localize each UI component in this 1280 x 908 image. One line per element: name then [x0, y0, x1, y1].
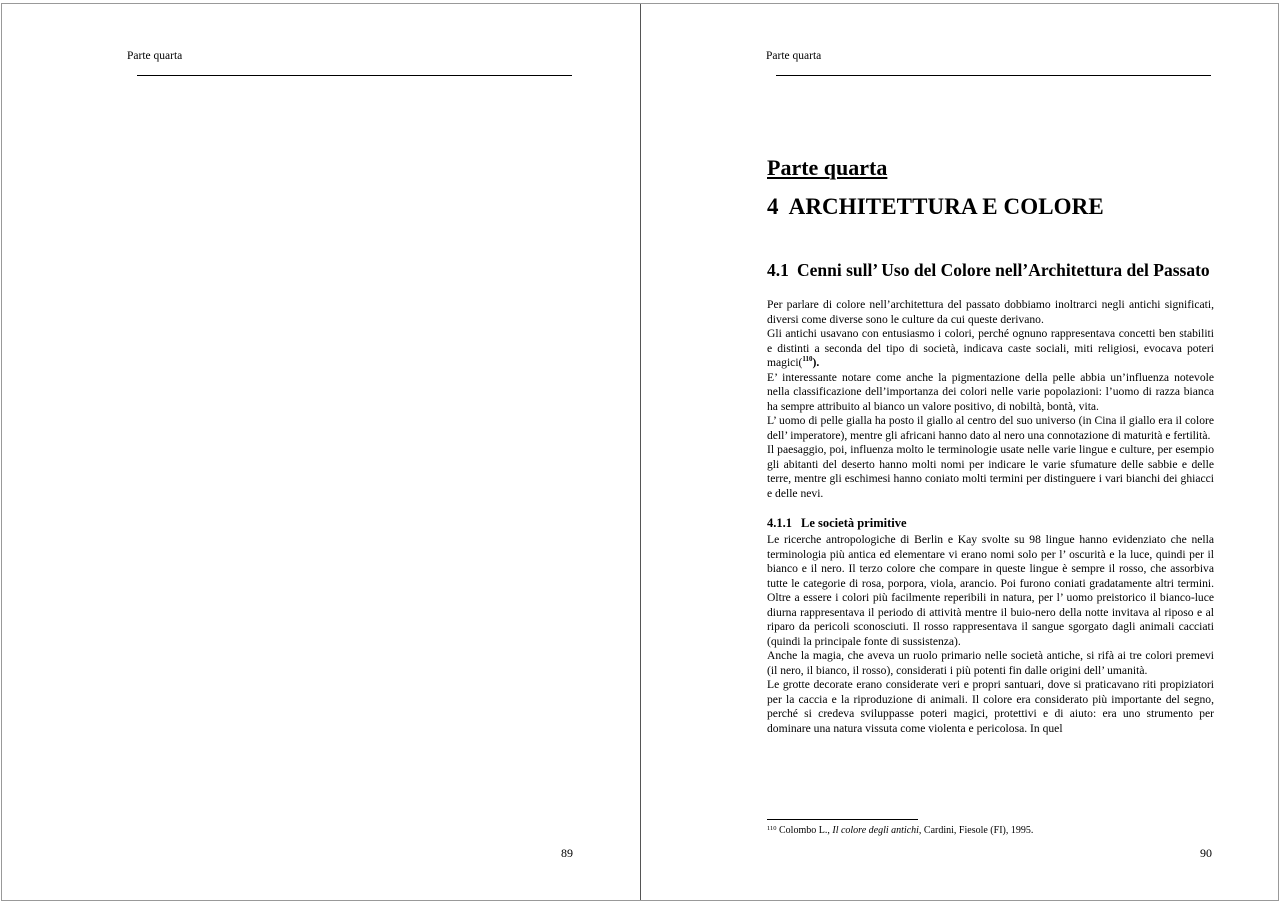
chapter-title [767, 192, 1214, 222]
footnote-author: Colombo L., [779, 825, 833, 836]
chapter-title-text: ARCHITETTURA E COLORE [788, 194, 1104, 219]
right-page [641, 4, 1279, 900]
footnote [767, 825, 1033, 836]
footnote-number: 110 [767, 825, 777, 832]
footnote-rule [767, 819, 918, 820]
left-page [2, 4, 641, 900]
running-head: Parte quarta [127, 50, 183, 62]
paragraph: Le ricerche antropologiche di Berlin e Kay svolte su 98 lingue hanno evidenziato che nella terminologia più antica ed elementare vi erano nomi solo per l’ oscurità e la luce, quindi per il bianco e il nero. Il terzo colore che compare in queste lingue è sempre il rosso, che assorbiva tutte le categorie di rosa, porpora, viola, arancio. Poi furono coniati gradatamente altri termini. Oltre a essere i colori più facilmente reperibili in natura, per l’ uomo preistorico il bianco-luce diurna rappresentava il periodo di attività mentre il buio-nero della notte invitava al riposo e al riparo da pericoli sconosciuti. Il rosso rappresentava il sangue sgorgato dagli animali cacciati (quindi la principale fonte di sussistenza). [767, 533, 1214, 648]
page-content [767, 154, 1214, 736]
paragraph [767, 327, 1214, 371]
section-title [767, 259, 1214, 281]
book-spread [1, 3, 1279, 901]
paragraph: L’ uomo di pelle gialla ha posto il giallo al centro del suo universo (in Cina il giallo era il colore dell’ imperatore), mentre gli africani hanno dato al nero una connotazione di maturità e fertilità. [767, 414, 1214, 442]
paragraph-text: Gli antichi usavano con entusiasmo i colori, perché ognuno rappresentava concetti ben stabiliti e distinti a seconda del tipo di società, indicava caste sociali, miti religiosi, evocava poteri magici( [767, 327, 1214, 369]
paragraph: E’ interessante notare come anche la pigmentazione della pelle abbia un’influenza notevole nella classificazione dell’importanza dei colori nelle varie popolazioni: l’uomo di razza bianca ha sempre attribuito al bianco un valore positivo, di nobiltà, bontà, vita. [767, 370, 1214, 413]
chapter-number: 4 [767, 194, 779, 219]
footnote-ref-close: ). [812, 356, 820, 369]
paragraph: Le grotte decorate erano considerate veri e propri santuari, dove si praticavano riti propiziatori per la caccia e la riproduzione di animali. Il colore era considerato più importante del segno, perché si credeva sviluppasse poteri magici, protettivi e di aiuto: era uno strumento per dominare una natura vissuta come violenta e pericolosa. In quel [767, 678, 1214, 735]
running-head: Parte quarta [766, 50, 822, 62]
footnote-publication: , Cardini, Fiesole (FI), 1995. [918, 825, 1034, 836]
paragraph: Anche la magia, che aveva un ruolo primario nelle società antiche, si rifà ai tre colori premevi (il nero, il bianco, il rosso), considerati i più potenti fin dalle origini dell’ umanità. [767, 649, 1214, 677]
subsection-number: 4.1.1 [767, 516, 792, 530]
subsection-title-text: Le società primitive [801, 516, 907, 530]
subsection-body [767, 533, 1214, 736]
section-body [767, 298, 1214, 501]
section-number: 4.1 [767, 260, 789, 280]
paragraph: Per parlare di colore nell’architettura del passato dobbiamo inoltrarci negli antichi significati, diversi come diverse sono le culture da cui queste derivano. [767, 298, 1214, 326]
footnote-reference[interactable]: 110 [802, 355, 813, 364]
subsection-title [767, 515, 1214, 531]
footnote-work-title: Il colore degli antichi [832, 825, 919, 836]
page-number: 89 [561, 846, 573, 860]
section-title-text: Cenni sull’ Uso del Colore nell’Architettura del Passato [797, 260, 1210, 280]
header-rule [137, 75, 572, 76]
part-title: Parte quarta [767, 155, 888, 180]
paragraph: Il paesaggio, poi, influenza molto le terminologie usate nelle varie lingue e culture, per esempio gli abitanti del deserto hanno molti nomi per indicare le varie sfumature delle sabbie e delle terre, mentre gli eschimesi hanno coniato molti termini per distinguere i vari bianchi dei ghiacci e delle nevi. [767, 443, 1214, 500]
page-number: 90 [1200, 846, 1212, 860]
header-rule [776, 75, 1211, 76]
